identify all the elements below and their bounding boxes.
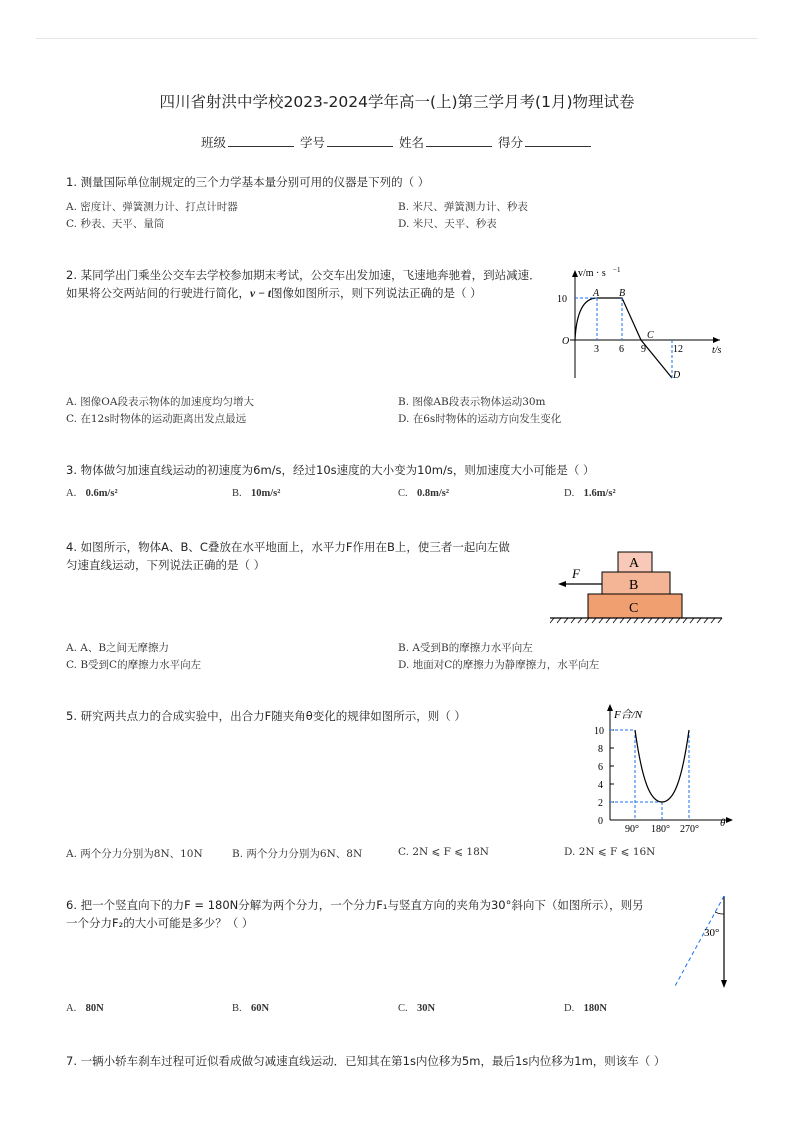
question-6-stem-line2: 一个分力F₂的大小可能是多少？（ ）	[66, 916, 254, 930]
q2-point-a: A	[593, 288, 600, 299]
q5-x270: 270°	[680, 824, 699, 835]
q6-a-key: A.	[66, 1003, 77, 1014]
page-title: 四川省射洪中学校2023-2024学年高一(上)第三学月考(1月)物理试卷	[159, 93, 635, 111]
q5-ylabel: F合/N	[614, 709, 643, 721]
q5-y0: 0	[598, 816, 603, 827]
q6-option-a[interactable]	[66, 1002, 104, 1014]
q5-option-b[interactable]: B. 两个分力分别为6N、8N	[232, 848, 363, 860]
q2-option-b[interactable]: B. 图像AB段表示物体运动30m	[398, 396, 546, 408]
block-a-label: A	[629, 556, 640, 571]
q3-c-value: 0.8m/s²	[416, 488, 450, 499]
q4-option-c[interactable]: C. B受到C的摩擦力水平向左	[66, 659, 202, 671]
question-4-stem-line2: 匀速直线运动，下列说法正确的是（ ）	[66, 558, 266, 572]
q1-option-c[interactable]: C. 秒表、天平、量筒	[66, 218, 165, 230]
q2-vt-graph	[552, 262, 732, 382]
name-label: 姓名	[398, 135, 424, 150]
q2-ylabel-exp: −1	[613, 266, 621, 274]
q3-a-value: 0.6m/s²	[85, 488, 118, 499]
force-f-label: F	[572, 566, 580, 581]
q3-b-value: 10m/s²	[250, 488, 281, 499]
top-divider	[36, 38, 758, 39]
q5-y2: 2	[598, 798, 603, 809]
q5-option-d[interactable]: D. 2N ⩽ F ⩽ 16N	[564, 846, 656, 858]
question-6-stem-line1: 6. 把一个竖直向下的力F = 180N分解为两个分力，一个分力F₁与竖直方向的夹角为30°斜向下（如图所示），则另	[66, 898, 644, 912]
q2-x3: 3	[594, 344, 599, 355]
q2-vt-symbol: v − t	[250, 288, 272, 300]
q2-option-d[interactable]: D. 在6s时物体的运动方向发生变化	[398, 413, 562, 425]
q2-xlabel: t/s	[712, 345, 722, 356]
q3-a-key: A.	[66, 488, 77, 499]
q5-x180: 180°	[651, 824, 670, 835]
question-4-stem-line1: 4. 如图所示，物体A、B、C叠放在水平地面上，水平力F作用在B上，使三者一起向左做	[66, 540, 510, 554]
q6-b-key: B.	[232, 1003, 242, 1014]
number-blank[interactable]	[327, 134, 393, 147]
q6-option-d[interactable]	[564, 1002, 607, 1014]
number-label: 学号	[299, 135, 325, 150]
name-blank[interactable]	[426, 134, 492, 147]
q3-option-b[interactable]	[232, 487, 280, 499]
class-label: 班级	[200, 135, 226, 150]
q6-d-value: 180N	[583, 1003, 607, 1014]
q3-b-key: B.	[232, 488, 242, 499]
q5-force-angle-graph	[590, 700, 740, 835]
q3-option-d[interactable]	[564, 487, 616, 499]
score-label: 得分	[497, 135, 523, 150]
q5-option-a[interactable]: A. 两个分力分别为8N、10N	[66, 848, 203, 860]
q4-option-b[interactable]: B. A受到B的摩擦力水平向左	[398, 642, 533, 654]
q1-option-a[interactable]: A. 密度计、弹簧测力计、打点计时器	[66, 201, 238, 213]
q3-d-value: 1.6m/s²	[583, 488, 616, 499]
q4-option-a[interactable]: A. A、B之间无摩擦力	[66, 642, 170, 654]
q6-a-value: 80N	[85, 1003, 104, 1014]
q6-b-value: 60N	[250, 1003, 270, 1014]
q5-y10: 10	[594, 726, 604, 737]
q6-angle-label: 30°	[704, 927, 720, 939]
q2-y10: 10	[557, 294, 567, 305]
q3-option-a[interactable]	[66, 487, 118, 499]
q3-d-key: D.	[564, 488, 575, 499]
q2-x6: 6	[619, 344, 624, 355]
q6-c-key: C.	[398, 1003, 408, 1014]
q6-c-value: 30N	[416, 1003, 436, 1014]
class-blank[interactable]	[228, 134, 294, 147]
question-2-stem-line1: 2. 某同学出门乘坐公交车去学校参加期末考试，公交车出发加速，飞速地奔驰着，到站减速．	[66, 268, 541, 282]
q2-origin: O	[562, 336, 570, 347]
q2-option-c[interactable]: C. 在12s时物体的运动距离出发点最远	[66, 413, 247, 425]
q2-point-b: B	[619, 288, 626, 299]
q6-option-b[interactable]	[232, 1002, 269, 1014]
q2-x12: 12	[673, 344, 683, 355]
block-b-label: B	[629, 578, 639, 593]
block-c-label: C	[629, 601, 639, 616]
q5-y6: 6	[598, 762, 603, 773]
q1-option-d[interactable]: D. 米尺、天平、秒表	[398, 218, 497, 230]
q3-option-c[interactable]	[398, 487, 449, 499]
q6-force-figure	[668, 892, 734, 992]
q2-stem-part1: 如果将公交两站间的行驶进行简化，	[66, 286, 250, 300]
q4-blocks-figure	[550, 548, 725, 628]
q5-option-c[interactable]: C. 2N ⩽ F ⩽ 18N	[398, 846, 489, 858]
q2-x9: 9	[641, 344, 646, 355]
q6-option-c[interactable]	[398, 1002, 435, 1014]
q1-option-b[interactable]: B. 米尺、弹簧测力计、秒表	[398, 201, 528, 213]
question-5-stem: 5. 研究两共点力的合成实验中，出合力F随夹角θ变化的规律如图所示，则（ ）	[66, 709, 466, 723]
q5-x90: 90°	[625, 824, 639, 835]
q2-option-a[interactable]: A. 图像OA段表示物体的加速度均匀增大	[66, 396, 254, 408]
q5-y8: 8	[598, 744, 603, 755]
q2-point-d: D	[673, 370, 681, 381]
score-blank[interactable]	[525, 134, 591, 147]
student-info-line	[0, 133, 794, 151]
question-3-stem: 3. 物体做匀加速直线运动的初速度为6m/s，经过10s速度的大小变为10m/s，则加速度大小可能是（ ）	[66, 463, 595, 477]
q3-c-key: C.	[398, 488, 408, 499]
question-7-stem: 7. 一辆小轿车刹车过程可近似看成做匀减速直线运动．已知其在第1s内位移为5m，最后1s内位移为1m，则该车（ ）	[66, 1054, 666, 1068]
question-2-stem-line2	[66, 284, 482, 303]
q4-option-d[interactable]: D. 地面对C的摩擦力为静摩擦力，水平向左	[398, 659, 600, 671]
q6-d-key: D.	[564, 1003, 575, 1014]
q5-xlabel: θ	[720, 817, 726, 829]
q2-stem-part2: 图像如图所示，则下列说法正确的是（ ）	[271, 286, 482, 300]
q2-ylabel: v/m · s	[578, 268, 606, 279]
question-1-stem: 1. 测量国际单位制规定的三个力学基本量分别可用的仪器是下列的（ ）	[66, 175, 430, 189]
q2-point-c: C	[647, 330, 654, 341]
q5-y4: 4	[598, 780, 603, 791]
